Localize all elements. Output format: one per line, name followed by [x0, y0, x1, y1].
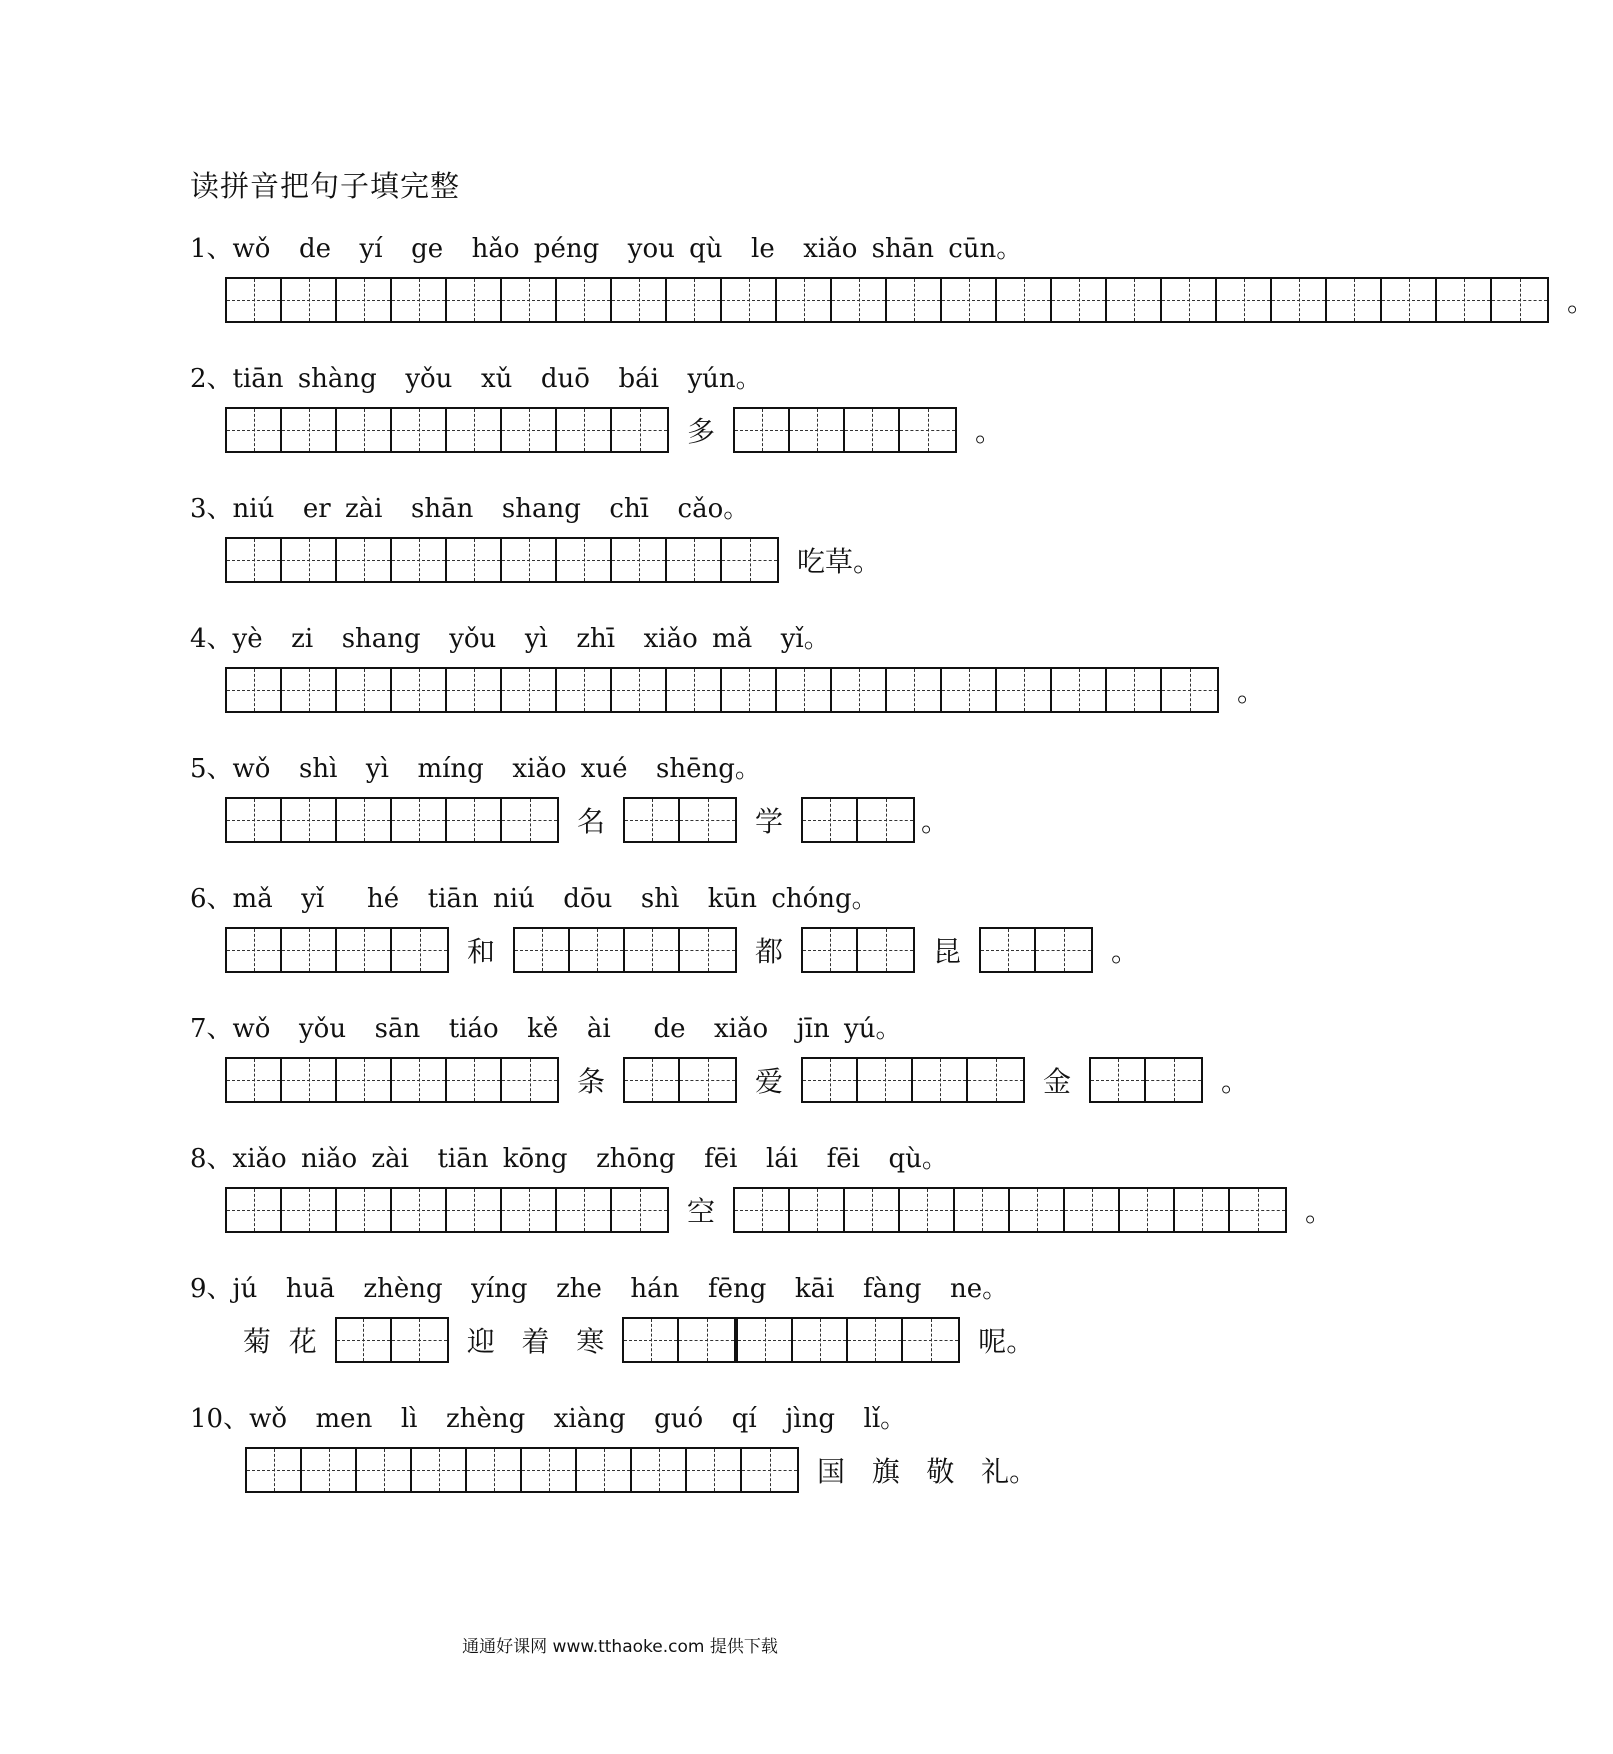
grid-cell[interactable] — [1107, 279, 1162, 321]
grid-cell[interactable] — [680, 1059, 735, 1101]
question-pinyin — [190, 1138, 948, 1175]
given-characters: 。 — [1111, 935, 1140, 968]
grid-cell[interactable] — [667, 539, 722, 581]
grid-cell[interactable] — [612, 409, 667, 451]
grid-cell[interactable] — [955, 1189, 1010, 1231]
grid-cell[interactable] — [612, 539, 667, 581]
question-pinyin — [190, 488, 749, 525]
grid-cell[interactable] — [447, 279, 502, 321]
grid-cell[interactable] — [502, 669, 557, 711]
writing-grid[interactable] — [801, 927, 915, 973]
given-characters: 金 — [1043, 1065, 1072, 1098]
question-pinyin — [190, 748, 761, 785]
answer-row — [225, 534, 899, 586]
writing-grid[interactable] — [736, 1317, 960, 1363]
grid-cell[interactable] — [738, 1319, 793, 1361]
grid-cell[interactable] — [337, 669, 392, 711]
grid-cell[interactable] — [337, 279, 392, 321]
grid-cell[interactable] — [735, 409, 790, 451]
given-characters: 。 — [921, 805, 950, 838]
grid-cell[interactable] — [612, 669, 667, 711]
grid-cell[interactable] — [1036, 929, 1091, 971]
writing-grid[interactable] — [623, 797, 737, 843]
grid-cell[interactable] — [1052, 279, 1107, 321]
question-number: 8、 — [190, 1144, 233, 1174]
grid-cell[interactable] — [337, 409, 392, 451]
pinyin-text: mǎ yǐ hé tiān niú dōu shì kūn chóng。 — [232, 884, 878, 914]
question-7 — [190, 1008, 1250, 1128]
grid-cell[interactable] — [577, 1449, 632, 1491]
grid-cell[interactable] — [624, 1319, 679, 1361]
grid-cell[interactable] — [1065, 1189, 1120, 1231]
given-characters: 迎 着 寒 — [466, 1325, 605, 1358]
question-5 — [190, 748, 1190, 868]
question-9 — [190, 1268, 1190, 1388]
writing-grid[interactable] — [622, 1317, 736, 1363]
grid-cell[interactable] — [1052, 669, 1107, 711]
answer-row — [225, 664, 1283, 716]
grid-cell[interactable] — [858, 929, 913, 971]
grid-cell[interactable] — [227, 929, 282, 971]
grid-cell[interactable] — [502, 409, 557, 451]
grid-cell[interactable] — [282, 1059, 337, 1101]
given-characters: 爱 — [755, 1065, 784, 1098]
grid-cell[interactable] — [790, 409, 845, 451]
pinyin-text: wǒ shì yì míng xiǎo xué shēng。 — [232, 754, 761, 784]
question-pinyin — [190, 1268, 1008, 1305]
grid-cell[interactable] — [858, 1059, 913, 1101]
grid-cell[interactable] — [803, 929, 858, 971]
grid-cell[interactable] — [282, 799, 337, 841]
writing-grid[interactable] — [245, 1447, 799, 1493]
grid-cell[interactable] — [803, 1059, 858, 1101]
grid-cell[interactable] — [337, 1319, 392, 1361]
question-1 — [190, 228, 1596, 348]
grid-cell[interactable] — [557, 279, 612, 321]
writing-grid[interactable] — [513, 927, 737, 973]
pinyin-text: xiǎo niǎo zài tiān kōng zhōng fēi lái fēi qù。 — [232, 1144, 948, 1174]
given-characters: 条 — [577, 1065, 606, 1098]
given-characters: 。 — [975, 415, 1004, 448]
question-number: 9、 — [190, 1274, 233, 1304]
grid-cell[interactable] — [502, 539, 557, 581]
answer-row — [225, 404, 1021, 456]
grid-cell[interactable] — [1162, 669, 1217, 711]
grid-cell[interactable] — [392, 409, 447, 451]
page-title: 读拼音把句子填完整 — [190, 169, 461, 203]
given-characters: 和 — [467, 935, 496, 968]
grid-cell[interactable] — [447, 539, 502, 581]
grid-cell[interactable] — [1107, 669, 1162, 711]
grid-cell[interactable] — [227, 1059, 282, 1101]
grid-cell[interactable] — [447, 1189, 502, 1231]
grid-cell[interactable] — [997, 669, 1052, 711]
grid-cell[interactable] — [1437, 279, 1492, 321]
question-pinyin — [190, 618, 830, 655]
given-characters: 呢。 — [978, 1325, 1035, 1358]
pinyin-text: wǒ de yí ge hǎo péng you qù le xiǎo shān cūn。 — [232, 234, 1023, 264]
grid-cell[interactable] — [447, 799, 502, 841]
writing-grid[interactable] — [225, 927, 449, 973]
grid-cell[interactable] — [900, 409, 955, 451]
grid-cell[interactable] — [570, 929, 625, 971]
answer-row — [225, 1184, 1351, 1236]
given-characters: 学 — [755, 805, 784, 838]
grid-cell[interactable] — [1175, 1189, 1230, 1231]
question-pinyin — [190, 228, 1022, 265]
pinyin-text: wǒ yǒu sān tiáo kě ài de xiǎo jīn yú。 — [232, 1014, 902, 1044]
grid-cell[interactable] — [337, 799, 392, 841]
grid-cell[interactable] — [793, 1319, 848, 1361]
grid-cell[interactable] — [337, 929, 392, 971]
grid-cell[interactable] — [667, 669, 722, 711]
pinyin-text: tiān shàng yǒu xǔ duō bái yún。 — [232, 364, 762, 394]
given-characters: 。 — [1221, 1065, 1250, 1098]
grid-cell[interactable] — [392, 669, 447, 711]
grid-cell[interactable] — [900, 1189, 955, 1231]
grid-cell[interactable] — [392, 799, 447, 841]
grid-cell[interactable] — [942, 279, 997, 321]
grid-cell[interactable] — [742, 1449, 797, 1491]
writing-grid[interactable] — [225, 537, 779, 583]
grid-cell[interactable] — [227, 279, 282, 321]
grid-cell[interactable] — [680, 929, 735, 971]
answer-row — [225, 1054, 1267, 1106]
given-characters: 空 — [687, 1195, 716, 1228]
grid-cell[interactable] — [942, 669, 997, 711]
question-3 — [190, 488, 1190, 608]
question-number: 3、 — [190, 494, 233, 524]
writing-grid[interactable] — [801, 797, 915, 843]
grid-cell[interactable] — [625, 799, 680, 841]
grid-cell[interactable] — [392, 279, 447, 321]
writing-grid[interactable] — [733, 1187, 1287, 1233]
given-characters: 吃草。 — [797, 545, 882, 578]
question-4 — [190, 618, 1266, 738]
question-number: 10、 — [190, 1404, 250, 1434]
grid-cell[interactable] — [887, 669, 942, 711]
grid-cell[interactable] — [1492, 279, 1547, 321]
grid-cell[interactable] — [1162, 279, 1217, 321]
grid-cell[interactable] — [502, 1189, 557, 1231]
grid-cell[interactable] — [1230, 1189, 1285, 1231]
grid-cell[interactable] — [612, 1189, 667, 1231]
grid-cell[interactable] — [968, 1059, 1023, 1101]
grid-cell[interactable] — [392, 1059, 447, 1101]
grid-cell[interactable] — [282, 539, 337, 581]
grid-cell[interactable] — [557, 1189, 612, 1231]
question-number: 7、 — [190, 1014, 233, 1044]
grid-cell[interactable] — [632, 1449, 687, 1491]
grid-cell[interactable] — [903, 1319, 958, 1361]
question-pinyin — [190, 358, 762, 395]
grid-cell[interactable] — [227, 1189, 282, 1231]
grid-cell[interactable] — [832, 279, 887, 321]
footer-credit: 通通好课网 www.tthaoke.com 提供下载 — [462, 1637, 778, 1657]
grid-cell[interactable] — [392, 539, 447, 581]
writing-grid[interactable] — [225, 797, 559, 843]
grid-cell[interactable] — [282, 409, 337, 451]
grid-cell[interactable] — [832, 669, 887, 711]
grid-cell[interactable] — [227, 799, 282, 841]
grid-cell[interactable] — [790, 1189, 845, 1231]
grid-cell[interactable] — [357, 1449, 412, 1491]
grid-cell[interactable] — [515, 929, 570, 971]
grid-cell[interactable] — [858, 799, 913, 841]
grid-cell[interactable] — [557, 409, 612, 451]
grid-cell[interactable] — [502, 799, 557, 841]
question-8 — [190, 1138, 1334, 1258]
question-number: 1、 — [190, 234, 233, 264]
grid-cell[interactable] — [1272, 279, 1327, 321]
grid-cell[interactable] — [337, 1189, 392, 1231]
question-pinyin — [190, 1008, 902, 1045]
grid-cell[interactable] — [282, 1189, 337, 1231]
writing-grid[interactable] — [979, 927, 1093, 973]
writing-grid[interactable] — [1089, 1057, 1203, 1103]
question-2 — [190, 358, 1190, 478]
grid-cell[interactable] — [392, 929, 447, 971]
grid-cell[interactable] — [887, 279, 942, 321]
grid-cell[interactable] — [687, 1449, 742, 1491]
grid-cell[interactable] — [467, 1449, 522, 1491]
grid-cell[interactable] — [412, 1449, 467, 1491]
grid-cell[interactable] — [247, 1449, 302, 1491]
question-pinyin — [190, 1398, 906, 1435]
grid-cell[interactable] — [777, 669, 832, 711]
given-characters: 都 — [755, 935, 784, 968]
grid-cell[interactable] — [625, 929, 680, 971]
writing-grid[interactable] — [733, 407, 957, 453]
grid-cell[interactable] — [227, 669, 282, 711]
given-characters: 名 — [577, 805, 606, 838]
answer-row — [225, 794, 955, 846]
grid-cell[interactable] — [667, 279, 722, 321]
answer-row — [225, 1314, 1052, 1366]
question-number: 2、 — [190, 364, 233, 394]
grid-cell[interactable] — [447, 669, 502, 711]
grid-cell[interactable] — [612, 279, 667, 321]
pinyin-text: jú huā zhèng yíng zhe hán fēng kāi fàng ne。 — [232, 1274, 1009, 1304]
writing-grid[interactable] — [225, 1187, 669, 1233]
answer-row — [225, 274, 1613, 326]
writing-grid[interactable] — [335, 1317, 449, 1363]
grid-cell[interactable] — [447, 1059, 502, 1101]
grid-cell[interactable] — [997, 279, 1052, 321]
grid-cell[interactable] — [1146, 1059, 1201, 1101]
grid-cell[interactable] — [502, 279, 557, 321]
given-characters: 菊 花 — [243, 1325, 317, 1358]
question-number: 6、 — [190, 884, 233, 914]
grid-cell[interactable] — [848, 1319, 903, 1361]
question-number: 5、 — [190, 754, 233, 784]
grid-cell[interactable] — [227, 409, 282, 451]
grid-cell[interactable] — [1382, 279, 1437, 321]
grid-cell[interactable] — [1091, 1059, 1146, 1101]
writing-grid[interactable] — [801, 1057, 1025, 1103]
pinyin-text: yè zi shang yǒu yì zhī xiǎo mǎ yǐ。 — [232, 624, 830, 654]
answer-row — [225, 924, 1157, 976]
grid-cell[interactable] — [735, 1189, 790, 1231]
answer-row — [245, 1444, 1055, 1496]
grid-cell[interactable] — [625, 1059, 680, 1101]
question-6 — [190, 878, 1190, 998]
grid-cell[interactable] — [392, 1189, 447, 1231]
grid-cell[interactable] — [722, 539, 777, 581]
question-pinyin — [190, 878, 878, 915]
grid-cell[interactable] — [447, 409, 502, 451]
grid-cell[interactable] — [302, 1449, 357, 1491]
grid-cell[interactable] — [722, 279, 777, 321]
grid-cell[interactable] — [913, 1059, 968, 1101]
grid-cell[interactable] — [845, 409, 900, 451]
question-number: 4、 — [190, 624, 233, 654]
grid-cell[interactable] — [502, 1059, 557, 1101]
grid-cell[interactable] — [282, 929, 337, 971]
given-characters: 国 旗 敬 礼。 — [817, 1455, 1038, 1488]
writing-grid[interactable] — [225, 407, 669, 453]
grid-cell[interactable] — [680, 799, 735, 841]
given-characters: 。 — [1567, 285, 1596, 318]
grid-cell[interactable] — [803, 799, 858, 841]
grid-cell[interactable] — [392, 1319, 447, 1361]
grid-cell[interactable] — [557, 539, 612, 581]
grid-cell[interactable] — [722, 669, 777, 711]
grid-cell[interactable] — [679, 1319, 734, 1361]
grid-cell[interactable] — [1120, 1189, 1175, 1231]
given-characters: 多 — [687, 415, 716, 448]
grid-cell[interactable] — [845, 1189, 900, 1231]
grid-cell[interactable] — [337, 1059, 392, 1101]
grid-cell[interactable] — [227, 539, 282, 581]
given-characters: 。 — [1305, 1195, 1334, 1228]
pinyin-text: wǒ men lì zhèng xiàng guó qí jìng lǐ。 — [249, 1404, 907, 1434]
grid-cell[interactable] — [522, 1449, 577, 1491]
grid-cell[interactable] — [1010, 1189, 1065, 1231]
grid-cell[interactable] — [282, 279, 337, 321]
grid-cell[interactable] — [1217, 279, 1272, 321]
grid-cell[interactable] — [282, 669, 337, 711]
pinyin-text: niú er zài shān shang chī cǎo。 — [232, 494, 750, 524]
writing-grid[interactable] — [225, 1057, 559, 1103]
writing-grid[interactable] — [623, 1057, 737, 1103]
given-characters: 。 — [1237, 675, 1266, 708]
given-characters: 昆 — [933, 935, 962, 968]
grid-cell[interactable] — [1327, 279, 1382, 321]
grid-cell[interactable] — [557, 669, 612, 711]
grid-cell[interactable] — [981, 929, 1036, 971]
grid-cell[interactable] — [777, 279, 832, 321]
writing-grid[interactable] — [225, 667, 1219, 713]
question-10 — [190, 1398, 1190, 1518]
writing-grid[interactable] — [225, 277, 1549, 323]
grid-cell[interactable] — [337, 539, 392, 581]
